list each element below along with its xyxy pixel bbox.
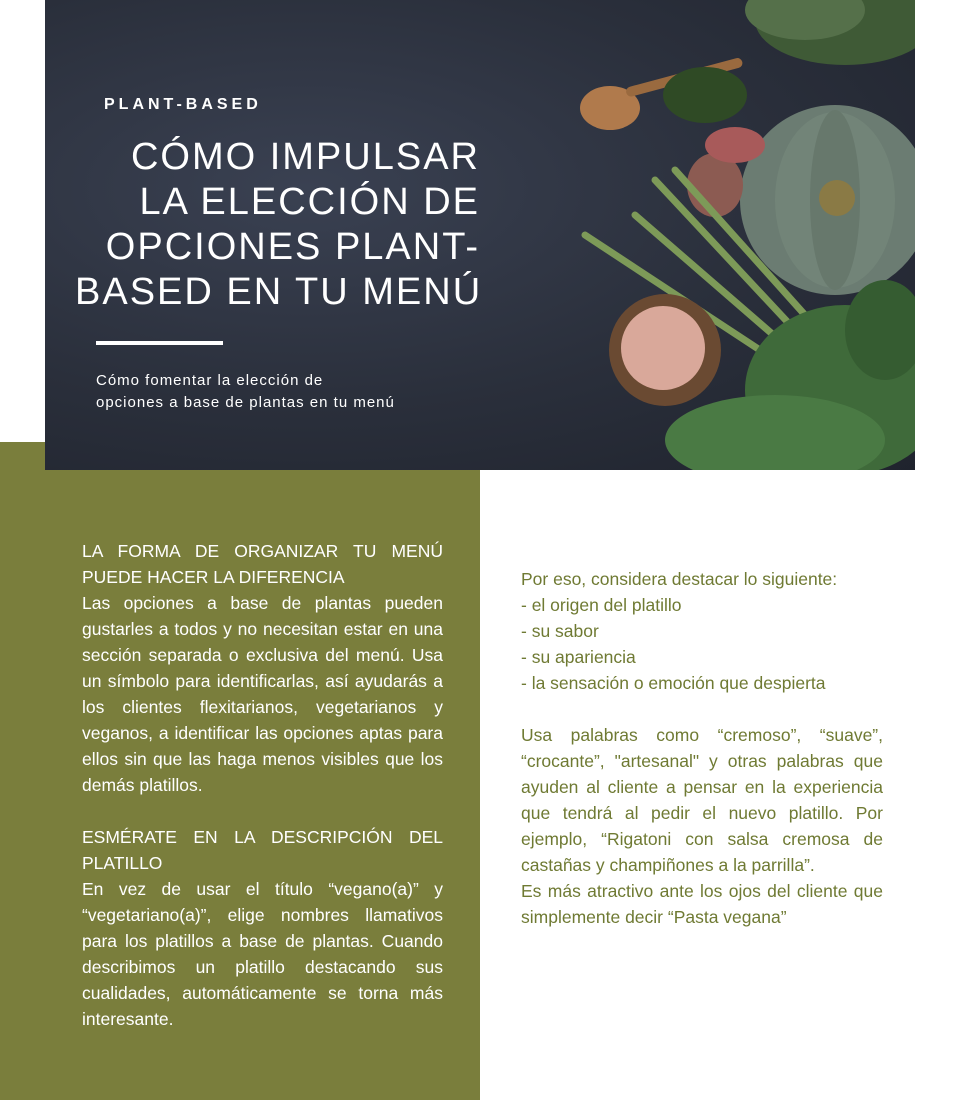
subtitle [96, 370, 496, 414]
section-heading-organize [82, 538, 443, 590]
title-line: LA ELECCIÓN DE [139, 181, 480, 223]
kicker-label: PLANT-BASED [104, 96, 262, 113]
title-line: OPCIONES PLANT- [105, 226, 480, 268]
words-paragraph: Usa palabras como “cremoso”, “suave”, “crocante”, "artesanal" y otras palabras que ayuden al cliente a pensar en la experiencia que tendrá al pedir el nuevo platillo. Por ejemplo, “Rigatoni con salsa cremosa de castañas y champiñones a la parrilla”. [521, 725, 883, 875]
spacer [82, 798, 443, 824]
spacer [521, 696, 883, 722]
subtitle-line: Cómo fomentar la elección de [96, 372, 324, 389]
vegetables-photo [555, 0, 915, 470]
list-item: - la sensación o emoción que despierta [521, 673, 826, 693]
title-divider [96, 341, 223, 345]
hero-banner [45, 0, 915, 470]
list-item: - su apariencia [521, 647, 636, 667]
section-body-organize: Las opciones a base de plantas pueden gustarles a todos y no necesitan estar en una sección separada o exclusiva del menú. Usa un símbolo para identificarlas, así ayudarás a los clientes flexitarianos, vegetarianos y veganos, a identificar las opciones aptas para ellos sin que las haga menos visibles que los demás platillos. [82, 593, 443, 795]
highlight-intro: Por eso, considera destacar lo siguiente: [521, 569, 838, 589]
page-title [75, 135, 483, 315]
section-body-description: En vez de usar el título “vegano(a)” y “vegetariano(a)”, elige nombres llamativos para los platillos a base de plantas. Cuando describimos un platillo destacando sus cualidades, automáticamente se torna más interesante. [82, 879, 443, 1029]
heading-line: LA FORMA DE ORGANIZAR TU MENÚ [82, 541, 443, 561]
closing-paragraph: Es más atractivo ante los ojos del cliente que simplemente decir “Pasta vegana” [521, 881, 883, 927]
heading-line: PUEDE HACER LA DIFERENCIA [82, 567, 345, 587]
right-column [521, 566, 883, 930]
list-item: - su sabor [521, 621, 599, 641]
left-column [82, 538, 443, 1032]
section-heading-description [82, 824, 443, 876]
title-line: CÓMO IMPULSAR [130, 136, 480, 178]
heading-line: PLATILLO [82, 853, 163, 873]
list-item: - el origen del platillo [521, 595, 682, 615]
heading-line: ESMÉRATE EN LA DESCRIPCIÓN DEL [82, 827, 443, 847]
title-line: BASED EN TU MENÚ [75, 271, 483, 313]
subtitle-line: opciones a base de plantas en tu menú [96, 394, 395, 411]
